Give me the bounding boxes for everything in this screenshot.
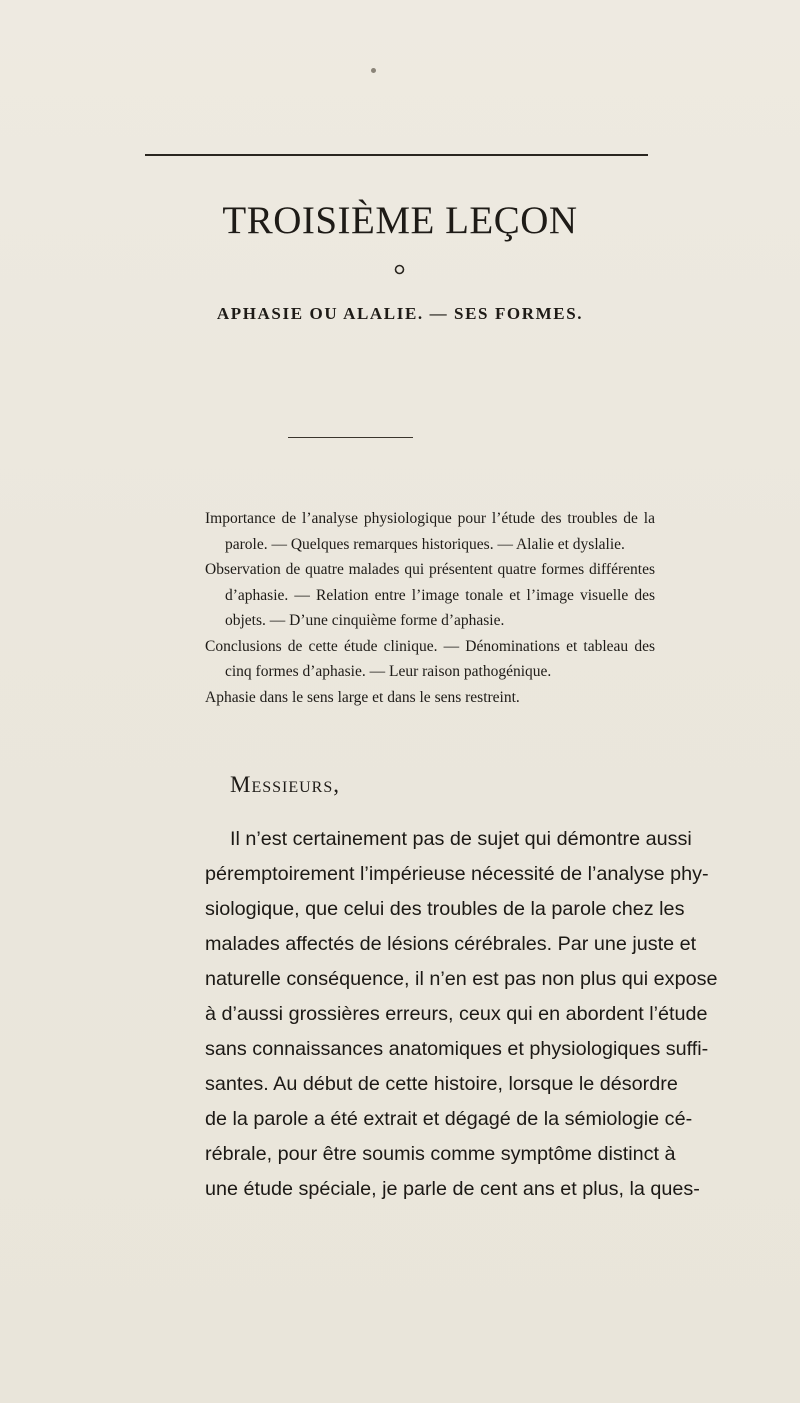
summary-line: Aphasie dans le sens large et dans le sens restreint. <box>205 688 520 706</box>
salutation: Messieurs, <box>230 772 340 797</box>
summary-line: parole. — Quelques remarques historiques. — Alalie et dyslalie. <box>225 535 625 553</box>
section-rule <box>288 437 413 438</box>
body-line: sans connaissances anatomiques et physiologiques suffi- <box>205 1038 709 1060</box>
summary-line: d’aphasie. — Relation entre l’image tonale et l’image visuelle des <box>225 586 655 604</box>
body-line: malades affectés de lésions cérébrales. Par une juste et <box>205 933 697 955</box>
body-line: naturelle conséquence, il n’en est pas non plus qui expose <box>205 968 718 990</box>
body-line: Il n’est certainement pas de sujet qui démontre aussi <box>230 828 692 850</box>
body-line: de la parole a été extrait et dégagé de la sémiologie cé- <box>205 1108 693 1130</box>
summary-line: Importance de l’analyse physiologique pour l’étude des troubles de la <box>205 510 655 527</box>
body-line: péremptoirement l’impérieuse nécessité de l’analyse phy- <box>205 863 709 885</box>
body-line: rébrale, pour être soumis comme symptôme distinct à <box>205 1143 676 1165</box>
header-rule <box>145 154 648 156</box>
body-line: siologique, que celui des troubles de la parole chez les <box>205 898 685 920</box>
chapter-title: TROISIÈME LEÇON <box>222 199 578 242</box>
body-line: à d’aussi grossières erreurs, ceux qui en abordent l’étude <box>205 1003 708 1025</box>
chapter-summary <box>205 506 655 710</box>
summary-line: Conclusions de cette étude clinique. — Dénominations et tableau des <box>205 637 655 655</box>
summary-line: cinq formes d’aphasie. — Leur raison pathogénique. <box>225 663 552 680</box>
ornament-icon <box>394 264 405 275</box>
summary-line: Observation de quatre malades qui présentent quatre formes différentes <box>205 561 655 578</box>
body-line: une étude spéciale, je parle de cent ans et plus, la ques- <box>205 1178 700 1200</box>
summary-line: objets. — D’une cinquième forme d’aphasie. <box>225 612 505 629</box>
chapter-subtitle: APHASIE OU ALALIE. — SES FORMES. <box>216 304 584 323</box>
page-speck <box>371 68 376 73</box>
body-paragraph <box>205 822 718 1207</box>
body-line: santes. Au début de cette histoire, lorsque le désordre <box>205 1073 678 1095</box>
